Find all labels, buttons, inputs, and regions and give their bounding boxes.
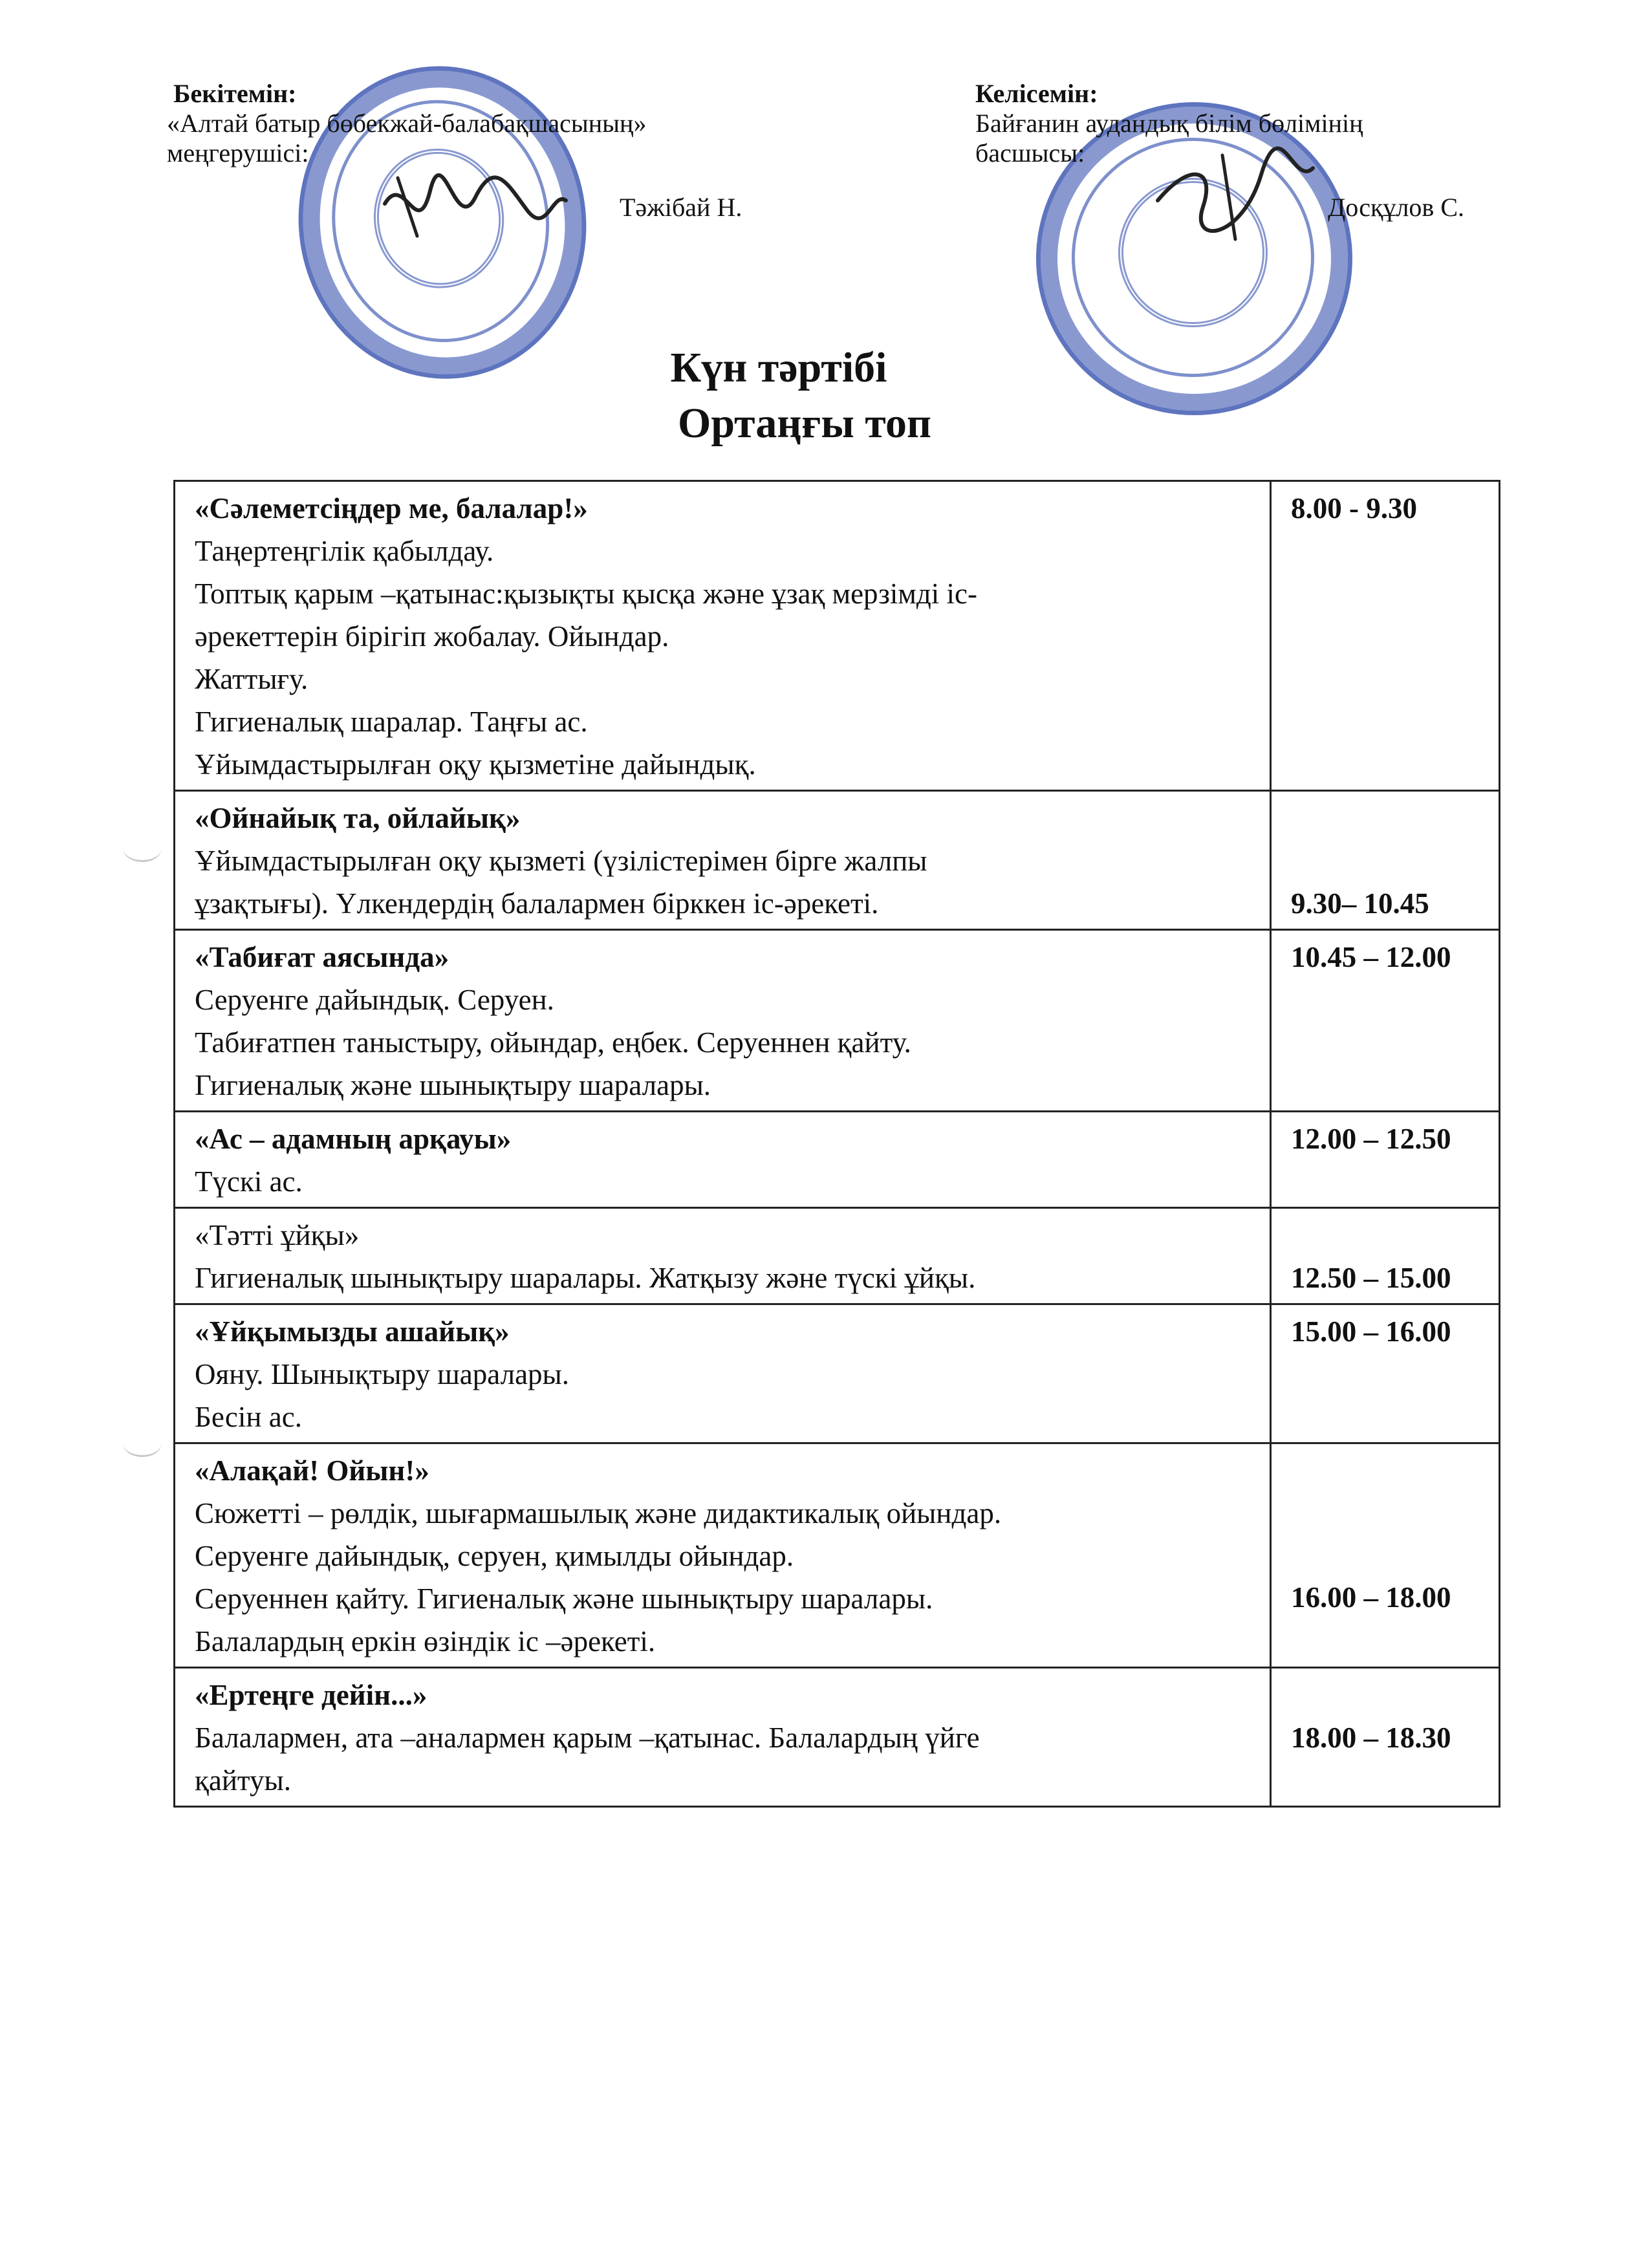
- activity-line: Жаттығу.: [195, 663, 309, 695]
- daily-schedule-table: [173, 480, 1500, 1808]
- approval-position: меңгерушісі:: [167, 138, 309, 167]
- activity-line: Түскі ас.: [195, 1165, 303, 1198]
- time-cell: 15.00 – 16.00: [1271, 1304, 1500, 1443]
- table-row: [175, 791, 1500, 930]
- table-row: [175, 481, 1500, 791]
- time-cell: 9.30– 10.45: [1271, 791, 1500, 930]
- agreement-heading: Келісемін:: [975, 79, 1098, 108]
- document-subtitle: Ортаңғы топ: [677, 400, 931, 447]
- activity-line: ұзақтығы). Үлкендердің балалармен бірккен іс-әрекеті.: [195, 887, 879, 920]
- activity-line: Бесін ас.: [195, 1401, 302, 1433]
- approval-block: [167, 79, 814, 222]
- activity-cell: [175, 1208, 1271, 1304]
- activity-cell: [175, 1668, 1271, 1807]
- time-cell: 18.00 – 18.30: [1271, 1668, 1500, 1807]
- activity-line: Балалармен, ата –аналармен қарым –қатынас. Балалардың үйге: [195, 1722, 980, 1754]
- activity-title: «Ас – адамның арқауы»: [195, 1123, 512, 1155]
- activity-cell: [175, 481, 1271, 791]
- activity-cell: [175, 1304, 1271, 1443]
- activity-line: Гигиеналық шаралар. Таңғы ас.: [195, 706, 588, 738]
- activity-cell: [175, 791, 1271, 930]
- activity-title: «Тәтті ұйқы»: [195, 1219, 360, 1251]
- activity-line: Серуеннен қайту. Гигиеналық және шынықтыру шаралары.: [195, 1582, 933, 1615]
- activity-line: Серуенге дайындық. Серуен.: [195, 984, 554, 1016]
- approval-heading: Бекітемін:: [173, 79, 297, 108]
- approval-organization: «Алтай батыр бөбекжай-балабақшасының»: [167, 109, 647, 138]
- activity-line: Балалардың еркін өзіндік іс –әрекеті.: [195, 1625, 656, 1658]
- table-row: [175, 1443, 1500, 1668]
- punch-hole-mark: [123, 1429, 162, 1457]
- activity-line: Гигиеналық және шынықтыру шаралары.: [195, 1069, 711, 1101]
- table-row: [175, 930, 1500, 1112]
- table-row: [175, 1668, 1500, 1807]
- time-cell: 12.00 – 12.50: [1271, 1112, 1500, 1208]
- activity-cell: [175, 930, 1271, 1112]
- activity-cell: [175, 1443, 1271, 1668]
- agreement-position: басшысы:: [975, 138, 1085, 167]
- activity-line: қайтуы.: [195, 1764, 291, 1797]
- activity-line: Гигиеналық шынықтыру шаралары. Жатқызу және түскі ұйқы.: [195, 1262, 976, 1294]
- activity-line: Топтық қарым –қатынас:қызықты қысқа және ұзақ мерзімді іс-: [195, 578, 977, 610]
- activity-line: Таңертеңгілік қабылдау.: [195, 535, 494, 567]
- document-title: Күн тәртібі: [670, 344, 887, 391]
- activity-cell: [175, 1112, 1271, 1208]
- time-cell: 16.00 – 18.00: [1271, 1443, 1500, 1668]
- time-cell: 8.00 - 9.30: [1271, 481, 1500, 791]
- time-cell: 10.45 – 12.00: [1271, 930, 1500, 1112]
- table-row: [175, 1208, 1500, 1304]
- activity-line: Серуенге дайындық, серуен, қимылды ойындар.: [195, 1540, 794, 1572]
- head-signature: [378, 165, 572, 249]
- activity-line: Ояну. Шынықтыру шаралары.: [195, 1358, 570, 1390]
- agreement-organization: Байғанин аудандық білім бөлімінің: [975, 109, 1363, 138]
- approval-signer-name: Тәжібай Н.: [620, 193, 742, 222]
- activity-line: Сюжетті – рөлдік, шығармашылық және дидактикалық ойындар.: [195, 1497, 1002, 1529]
- activity-title: «Алақай! Ойын!»: [195, 1454, 429, 1487]
- activity-title: «Ойнайық та, ойлайық»: [195, 802, 521, 834]
- activity-title: «Сәлеметсіңдер ме, балалар!»: [195, 492, 588, 524]
- activity-title: «Табиғат аясында»: [195, 941, 449, 973]
- table-row: [175, 1304, 1500, 1443]
- table-row: [175, 1112, 1500, 1208]
- agreement-signer-name: Досқұлов С.: [1328, 193, 1464, 222]
- agreement-block: [975, 79, 1493, 222]
- activity-line: Ұйымдастырылған оқу қызметі (үзілістерімен бірге жалпы: [195, 845, 927, 877]
- activity-line: Ұйымдастырылған оқу қызметіне дайындық.: [195, 748, 756, 781]
- activity-title: «Ұйқымызды ашайық»: [195, 1315, 510, 1348]
- activity-line: әрекеттерін бірігіп жобалау. Ойындар.: [195, 620, 669, 653]
- activity-line: Табиғатпен таныстыру, ойындар, еңбек. Серуеннен қайту.: [195, 1026, 911, 1059]
- time-cell: 12.50 – 15.00: [1271, 1208, 1500, 1304]
- activity-title: «Ертеңге дейін...»: [195, 1679, 428, 1711]
- punch-hole-mark: [123, 834, 162, 862]
